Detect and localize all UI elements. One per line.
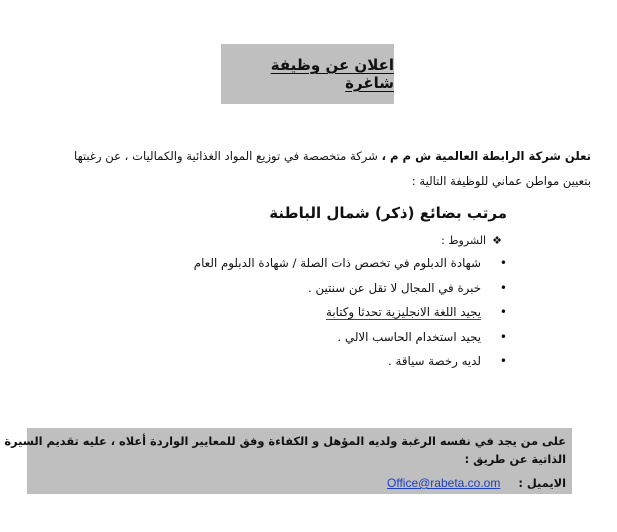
list-item: • يجيد اللغة الانجليزية تحدثا وكتابة — [194, 302, 507, 327]
email-link[interactable]: Office@rabeta.co.om — [387, 476, 501, 490]
list-item: • شهادة الدبلوم في تخصص ذات الصلة / شهادة الدبلوم العام — [194, 253, 507, 278]
conditions-label: الشروط : — [441, 234, 487, 247]
company-name: تعلن شركة الرابطة العالمية ش م م ، — [381, 149, 591, 163]
list-item: • خبرة في المجال لا تقل عن سنتين . — [194, 278, 507, 303]
diamond-bullet-icon: ❖ — [492, 234, 502, 247]
application-footer — [4, 428, 572, 494]
title-banner — [221, 44, 394, 104]
intro-line-1-rest: شركة متخصصة في توزيع المواد الغذائية والكماليات ، عن رغبتها — [74, 149, 382, 163]
bullet-icon: • — [499, 280, 507, 295]
footer-line-1: على من يجد في نفسه الرغبة ولديه المؤهل و الكفاءة وفق للمعايير الواردة أعلاه ، عليه تقديم السيرة — [4, 434, 566, 448]
bullet-icon: • — [499, 354, 507, 368]
page-title: اعلان عن وظيفة شاغرة — [270, 56, 394, 92]
list-item: • يجيد استخدام الحاسب الالي . — [194, 327, 507, 352]
bullet-icon: • — [499, 329, 507, 344]
bullet-icon: • — [499, 256, 507, 270]
footer-line-2: الذاتية عن طريق : — [464, 452, 566, 466]
conditions-heading — [441, 234, 502, 247]
intro-line-2: بتعيين مواطن عماني للوظيفة التالية : — [411, 174, 591, 188]
job-title: مرتب بضائع (ذكر) شمال الباطنة — [269, 204, 507, 222]
bullet-icon: • — [499, 305, 507, 319]
intro-line-1 — [31, 149, 591, 163]
email-label: الايميل : — [518, 476, 566, 490]
requirements-list — [194, 253, 507, 376]
list-item: • لديه رخصة سياقة . — [194, 351, 507, 376]
